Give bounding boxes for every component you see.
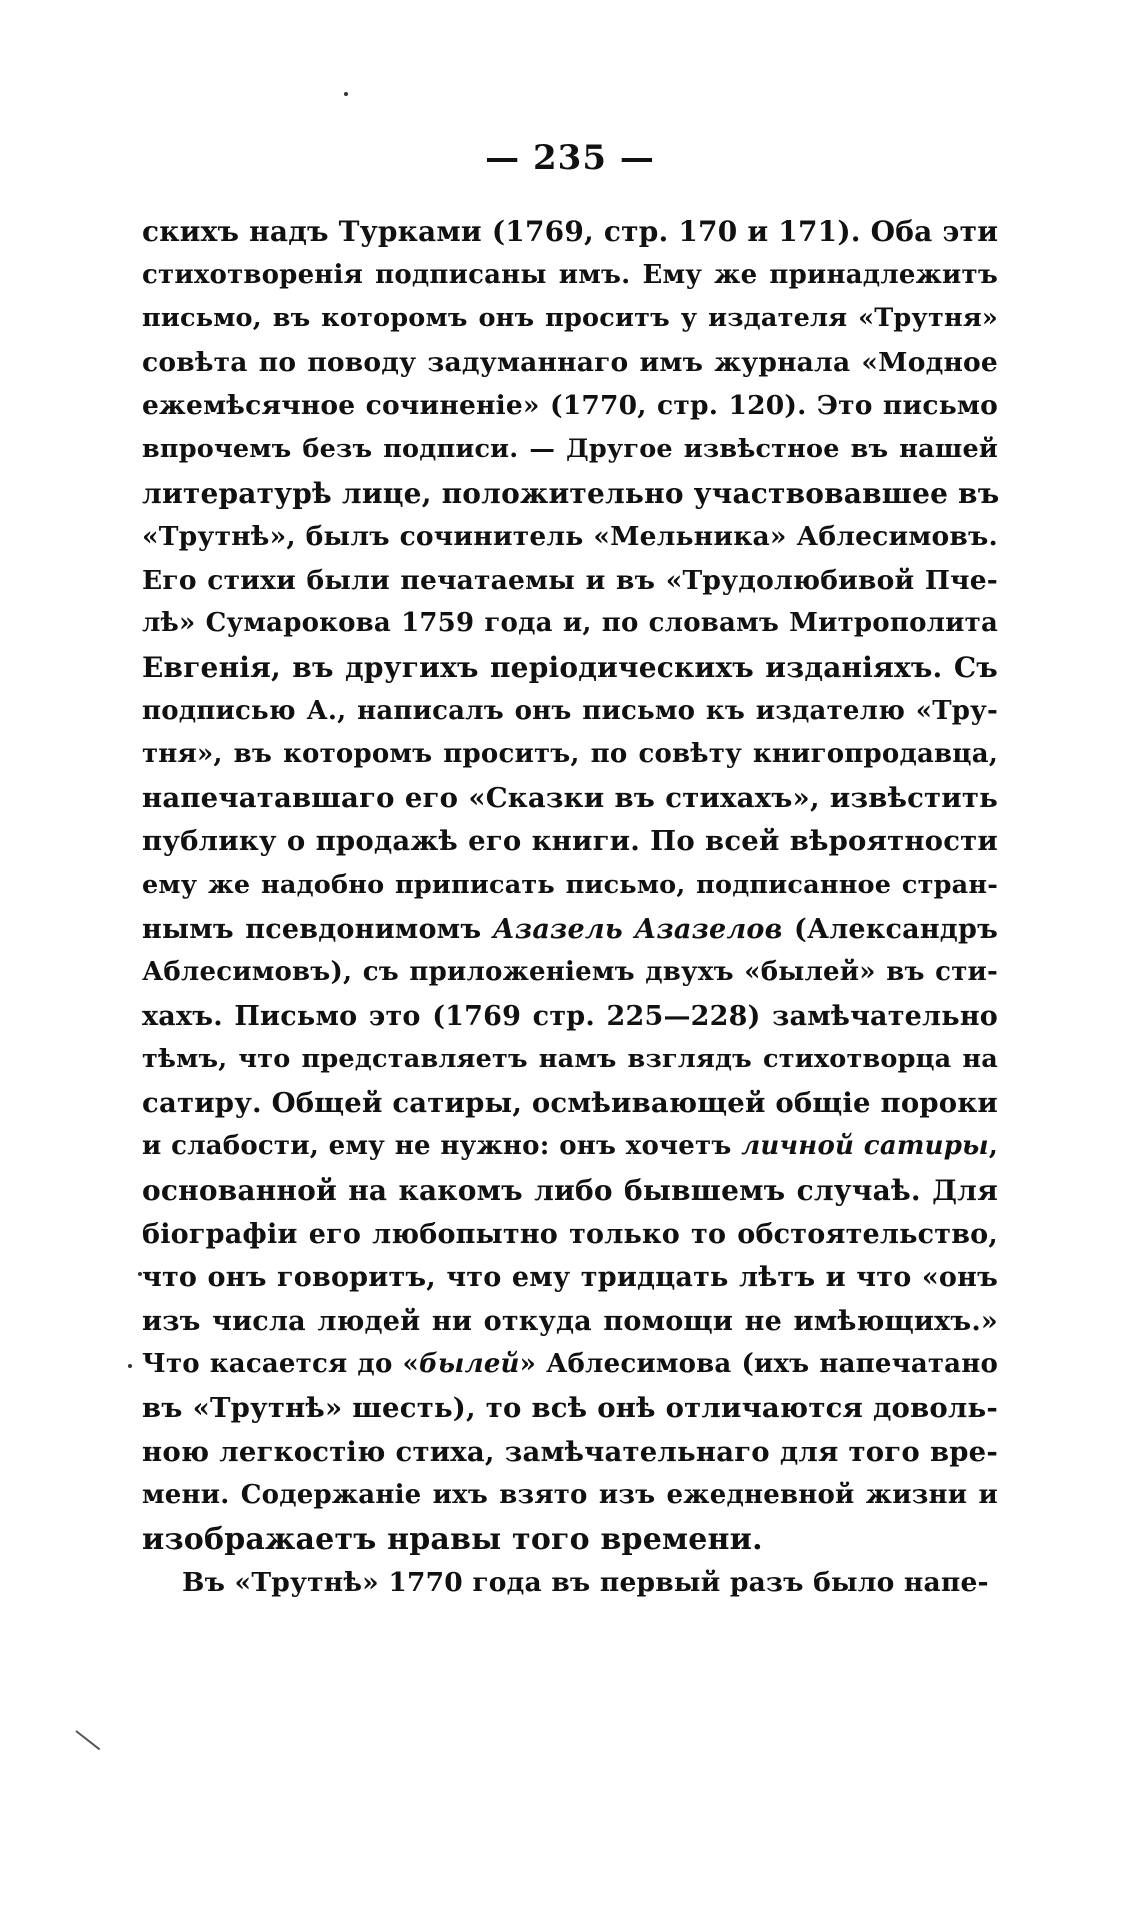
text-line: письмо, въ которомъ онъ проситъ у издателя «Трутня»: [142, 303, 998, 334]
text-line: ему же надобно приписать письмо, подписанное стран-: [142, 869, 998, 900]
text-line: основанной на какомъ либо бывшемъ случаѣ. Для: [142, 1174, 998, 1208]
text-segment: и слабости, ему не нужно: онъ хочетъ: [142, 1131, 742, 1162]
page-number: — 235 —: [485, 138, 655, 178]
text-line: біографіи его любопытно только то обстоятельство,: [142, 1218, 998, 1250]
body-text: [142, 210, 998, 1605]
text-line: [142, 1125, 998, 1169]
text-line: публику о продажѣ его книги. По всей вѣроятности: [142, 825, 998, 858]
text-line: изъ числа людей ни откуда помощи не имѣющихъ.»: [142, 1305, 998, 1337]
text-line: впрочемъ безъ подписи. — Другое извѣстное въ нашей: [142, 433, 998, 464]
text-line: совѣта по поводу задуманнаго имъ журнала «Модное: [142, 346, 998, 378]
text-line: [142, 908, 998, 952]
text-line: «Трутнѣ», былъ сочинитель «Мельника» Аблесимовъ.: [142, 521, 998, 553]
text-line: стихотворенія подписаны имъ. Ему же принадлежитъ: [142, 259, 998, 290]
text-line: тѣмъ, что представляетъ намъ взглядъ стихотворца на: [142, 1044, 998, 1075]
italic-segment: личной сатиры: [741, 1131, 989, 1162]
text-line: тня», въ которомъ проситъ, по совѣту книгопродавца,: [142, 739, 998, 770]
italic-segment: Азазель Азазелов: [492, 913, 783, 945]
text-segment: » Аблесимова (ихъ напечатано: [519, 1349, 998, 1380]
text-line: Въ «Трутнѣ» 1770 года въ первый разъ было напе-: [182, 1567, 989, 1599]
text-line: что онъ говоритъ, что ему тридцать лѣтъ и что «онъ: [142, 1262, 998, 1294]
text-line: литературѣ лице, положительно участвовавшее въ: [142, 476, 1000, 510]
text-segment: нымъ псевдонимомъ: [142, 913, 493, 945]
text-line: Евгенія, въ другихъ періодическихъ изданіяхъ. Съ: [142, 650, 998, 684]
text-line: [142, 1343, 998, 1387]
text-line: въ «Трутнѣ» шесть), то всѣ онѣ отличаются доволь-: [142, 1392, 998, 1425]
italic-segment: былей: [418, 1349, 520, 1380]
text-line: ною легкостію стиха, замѣчательнаго для того вре-: [142, 1435, 998, 1468]
text-line: мени. Содержаніе ихъ взято изъ ежедневной жизни и: [142, 1480, 998, 1511]
text-line: изображаетъ нравы того времени.: [142, 1521, 763, 1557]
text-line: Аблесимовъ), съ приложеніемъ двухъ «былей» въ сти-: [142, 957, 998, 988]
text-line: напечатавшаго его «Сказки въ стихахъ», извѣстить: [142, 781, 998, 814]
text-segment: ,: [988, 1131, 998, 1162]
text-line: Его стихи были печатаемы и въ «Трудолюбивой Пче-: [142, 564, 998, 596]
text-line: хахъ. Письмо это (1769 стр. 225—228) замѣчательно: [142, 1000, 998, 1032]
text-line: подписью А., написалъ онъ письмо къ издателю «Тру-: [142, 695, 998, 726]
print-speck: [344, 92, 348, 96]
text-line: ежемѣсячное сочиненіе» (1770, стр. 120). Это письмо: [142, 390, 998, 422]
print-speck: [128, 1364, 132, 1368]
text-segment: Что касается до «: [142, 1349, 419, 1380]
print-smudge: [75, 1730, 100, 1750]
text-segment: (Александръ: [782, 913, 998, 945]
text-line: лѣ» Сумарокова 1759 года и, по словамъ Митрополита: [142, 608, 998, 639]
text-line: скихъ надъ Турками (1769, стр. 170 и 171). Оба эти: [142, 215, 999, 248]
text-line: сатиру. Общей сатиры, осмѣивающей общіе пороки: [142, 1086, 998, 1119]
